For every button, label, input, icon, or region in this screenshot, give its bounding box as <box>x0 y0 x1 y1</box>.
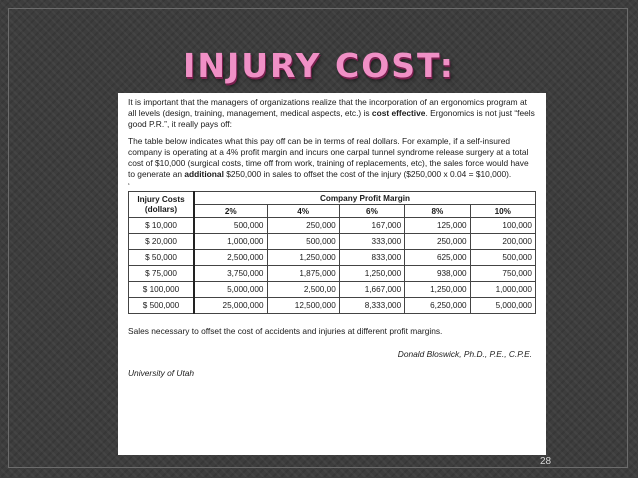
sales-required-cell: 500,000 <box>194 218 267 234</box>
slide-title: INJURY COST: <box>183 46 455 85</box>
sales-required-cell: 1,000,000 <box>470 282 535 298</box>
sales-required-cell: 1,250,000 <box>405 282 470 298</box>
table-group-header-row <box>129 192 536 205</box>
sales-required-cell: 5,000,000 <box>194 282 267 298</box>
example-paragraph <box>128 136 536 180</box>
injury-cost-header: Injury Costs (dollars) <box>129 192 195 218</box>
example-bold: additional <box>184 169 224 179</box>
table-row <box>129 298 536 314</box>
sales-required-cell: 1,875,000 <box>267 266 339 282</box>
page-number: 28 <box>540 456 552 467</box>
stray-mark: ‘ <box>128 182 130 191</box>
injury-cost-cell: $ 100,000 <box>129 282 195 298</box>
sales-required-cell: 750,000 <box>470 266 535 282</box>
sales-required-cell: 167,000 <box>339 218 404 234</box>
sales-required-cell: 2,500,00 <box>267 282 339 298</box>
sales-required-cell: 333,000 <box>339 234 404 250</box>
document-scan <box>118 93 546 455</box>
sales-required-cell: 100,000 <box>470 218 535 234</box>
sales-required-cell: 250,000 <box>267 218 339 234</box>
profit-margin-header: Company Profit Margin <box>194 192 536 205</box>
injury-cost-cell: $ 20,000 <box>129 234 195 250</box>
sales-required-cell: 625,000 <box>405 250 470 266</box>
sales-required-cell: 125,000 <box>405 218 470 234</box>
margin-header: 2% <box>194 205 267 218</box>
table-caption: Sales necessary to offset the cost of accidents and injuries at different profit margins. <box>128 326 443 336</box>
sales-required-cell: 1,667,000 <box>339 282 404 298</box>
sales-required-cell: 1,000,000 <box>194 234 267 250</box>
injury-cost-cell: $ 500,000 <box>129 298 195 314</box>
sales-required-cell: 500,000 <box>267 234 339 250</box>
sales-required-cell: 200,000 <box>470 234 535 250</box>
injury-cost-cell: $ 10,000 <box>129 218 195 234</box>
sales-required-cell: 1,250,000 <box>339 266 404 282</box>
table-row <box>129 266 536 282</box>
intro-tail: . Ergonomics is not just “feels good P.R.”, it really pays off: <box>128 108 535 129</box>
example-tail: $250,000 in sales to offset the cost of the injury ($250,000 x 0.04 = $10,000). <box>223 169 512 179</box>
sales-required-cell: 2,500,000 <box>194 250 267 266</box>
sales-required-cell: 500,000 <box>470 250 535 266</box>
margin-header: 4% <box>267 205 339 218</box>
table-row <box>129 218 536 234</box>
margin-header: 10% <box>470 205 535 218</box>
author-signature: Donald Bloswick, Ph.D., P.E., C.P.E. <box>397 349 532 359</box>
table-row <box>129 282 536 298</box>
sales-required-cell: 6,250,000 <box>405 298 470 314</box>
table-row <box>129 234 536 250</box>
sales-required-cell: 1,250,000 <box>267 250 339 266</box>
intro-paragraph <box>128 97 536 130</box>
injury-cost-cell: $ 50,000 <box>129 250 195 266</box>
sales-required-cell: 8,333,000 <box>339 298 404 314</box>
margin-header: 8% <box>405 205 470 218</box>
university-name: University of Utah <box>128 368 195 378</box>
cost-table <box>128 191 536 314</box>
injury-cost-cell: $ 75,000 <box>129 266 195 282</box>
sales-required-cell: 938,000 <box>405 266 470 282</box>
sales-required-cell: 250,000 <box>405 234 470 250</box>
table-body <box>129 218 536 314</box>
margin-header: 6% <box>339 205 404 218</box>
sales-required-cell: 833,000 <box>339 250 404 266</box>
intro-text: It is important that the managers of organizations realize that the incorporation of an ergonomics program at all levels (design, training, management, medical aspects, etc.) is <box>128 97 527 118</box>
example-text: The table below indicates what this pay off can be in terms of real dollars. For example, if a self-insured company is operating at a 4% profit margin and incurs one carpal tunnel syndrome release surgery at a total cost of $10,000 (surgical costs, time off from work, training of replacements, etc), the sales force would have to generate an <box>128 136 529 179</box>
sales-required-cell: 3,750,000 <box>194 266 267 282</box>
sales-required-cell: 12,500,000 <box>267 298 339 314</box>
sales-required-cell: 25,000,000 <box>194 298 267 314</box>
intro-bold: cost effective <box>371 108 426 118</box>
table-row <box>129 250 536 266</box>
sales-required-cell: 5,000,000 <box>470 298 535 314</box>
